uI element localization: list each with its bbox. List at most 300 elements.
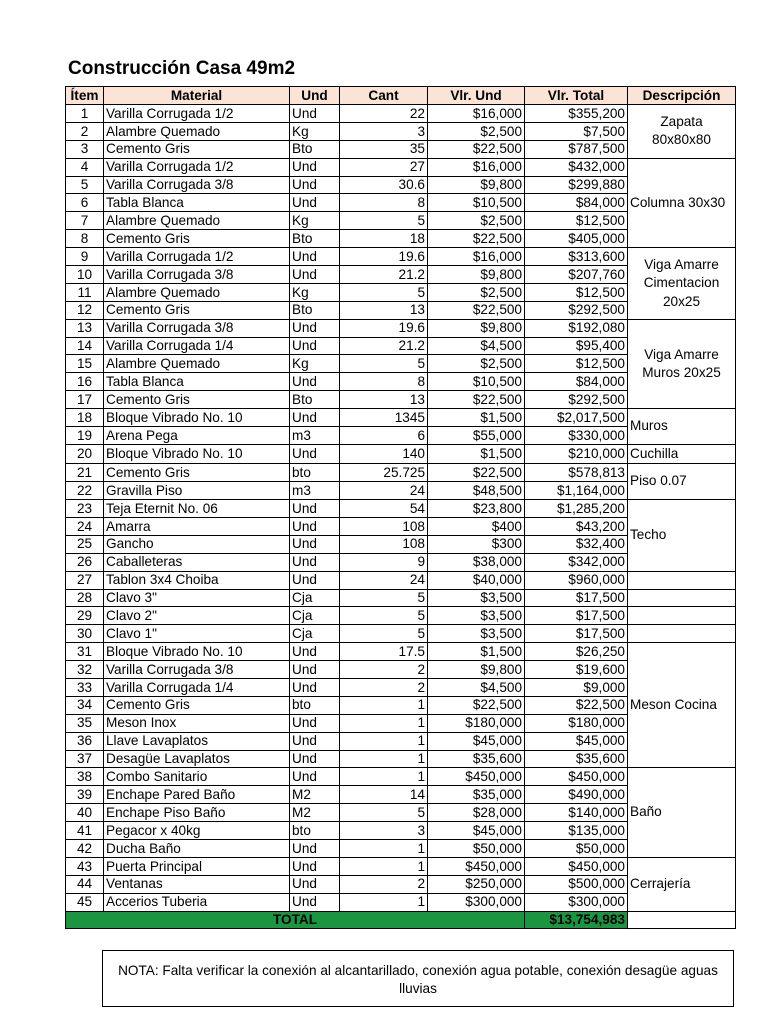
table-body bbox=[66, 105, 736, 912]
total-value-cell: $490,000 bbox=[525, 786, 628, 804]
total-value-cell: $299,880 bbox=[525, 176, 628, 194]
material-cell: Alambre Quemado bbox=[104, 212, 290, 230]
unit-cell: Und bbox=[290, 158, 340, 176]
header-row bbox=[66, 87, 736, 105]
table-row bbox=[66, 158, 736, 176]
material-cell: Alambre Quemado bbox=[104, 122, 290, 140]
item-cell: 25 bbox=[66, 535, 104, 553]
quantity-cell: 3 bbox=[340, 122, 428, 140]
item-cell: 1 bbox=[66, 105, 104, 123]
quantity-cell: 30.6 bbox=[340, 176, 428, 194]
total-value: $13,754,983 bbox=[525, 911, 628, 929]
unit-cell: Und bbox=[290, 444, 340, 463]
total-value-cell: $95,400 bbox=[525, 337, 628, 355]
material-cell: Amarra bbox=[104, 517, 290, 535]
material-cell: Cemento Gris bbox=[104, 391, 290, 409]
description-cell: Zapata 80x80x80 bbox=[628, 105, 736, 159]
description-cell: Techo bbox=[628, 500, 736, 572]
material-cell: Varilla Corrugada 1/4 bbox=[104, 337, 290, 355]
quantity-cell: 1 bbox=[340, 893, 428, 911]
description-cell bbox=[628, 571, 736, 589]
item-cell: 13 bbox=[66, 319, 104, 337]
unit-value-cell: $3,500 bbox=[428, 607, 525, 625]
unit-value-cell: $2,500 bbox=[428, 122, 525, 140]
unit-cell: Und bbox=[290, 500, 340, 518]
item-cell: 20 bbox=[66, 444, 104, 463]
unit-cell: Und bbox=[290, 571, 340, 589]
item-cell: 42 bbox=[66, 839, 104, 857]
unit-cell: Und bbox=[290, 517, 340, 535]
quantity-cell: 19.6 bbox=[340, 248, 428, 266]
table-row bbox=[66, 319, 736, 337]
header-item: Ítem bbox=[66, 87, 104, 105]
unit-value-cell: $38,000 bbox=[428, 553, 525, 571]
total-value-cell: $1,164,000 bbox=[525, 482, 628, 500]
item-cell: 36 bbox=[66, 732, 104, 750]
unit-cell: Bto bbox=[290, 301, 340, 319]
quantity-cell: 5 bbox=[340, 589, 428, 607]
material-cell: Varilla Corrugada 3/8 bbox=[104, 319, 290, 337]
total-value-cell: $26,250 bbox=[525, 643, 628, 661]
quantity-cell: 21.2 bbox=[340, 266, 428, 284]
unit-cell: Und bbox=[290, 768, 340, 786]
unit-value-cell: $16,000 bbox=[428, 158, 525, 176]
total-value-cell: $1,285,200 bbox=[525, 500, 628, 518]
total-value-cell: $300,000 bbox=[525, 893, 628, 911]
quantity-cell: 13 bbox=[340, 301, 428, 319]
material-cell: Ventanas bbox=[104, 875, 290, 893]
table-row bbox=[66, 105, 736, 123]
item-cell: 44 bbox=[66, 875, 104, 893]
material-cell: Ducha Baño bbox=[104, 839, 290, 857]
description-cell: Columna 30x30 bbox=[628, 158, 736, 247]
material-cell: Bloque Vibrado No. 10 bbox=[104, 409, 290, 427]
unit-cell: Kg bbox=[290, 122, 340, 140]
unit-value-cell: $300,000 bbox=[428, 893, 525, 911]
quantity-cell: 1 bbox=[340, 714, 428, 732]
unit-cell: M2 bbox=[290, 804, 340, 822]
total-value-cell: $960,000 bbox=[525, 571, 628, 589]
unit-value-cell: $450,000 bbox=[428, 857, 525, 875]
header-material: Material bbox=[104, 87, 290, 105]
unit-value-cell: $16,000 bbox=[428, 248, 525, 266]
item-cell: 5 bbox=[66, 176, 104, 194]
item-cell: 21 bbox=[66, 464, 104, 482]
unit-value-cell: $10,500 bbox=[428, 373, 525, 391]
unit-cell: Und bbox=[290, 732, 340, 750]
unit-cell: Und bbox=[290, 373, 340, 391]
material-cell: Alambre Quemado bbox=[104, 355, 290, 373]
item-cell: 19 bbox=[66, 427, 104, 445]
table-row bbox=[66, 500, 736, 518]
quantity-cell: 2 bbox=[340, 661, 428, 679]
material-cell: Varilla Corrugada 3/8 bbox=[104, 661, 290, 679]
unit-cell: Und bbox=[290, 176, 340, 194]
material-cell: Llave Lavaplatos bbox=[104, 732, 290, 750]
quantity-cell: 5 bbox=[340, 283, 428, 301]
total-value-cell: $787,500 bbox=[525, 140, 628, 158]
total-value-cell: $32,400 bbox=[525, 535, 628, 553]
unit-value-cell: $450,000 bbox=[428, 768, 525, 786]
quantity-cell: 19.6 bbox=[340, 319, 428, 337]
page-title: Construcción Casa 49m2 bbox=[68, 58, 296, 79]
table-row bbox=[66, 607, 736, 625]
item-cell: 3 bbox=[66, 140, 104, 158]
material-cell: Alambre Quemado bbox=[104, 283, 290, 301]
materials-table bbox=[65, 86, 736, 929]
unit-value-cell: $22,500 bbox=[428, 230, 525, 248]
unit-value-cell: $22,500 bbox=[428, 464, 525, 482]
item-cell: 29 bbox=[66, 607, 104, 625]
unit-value-cell: $2,500 bbox=[428, 283, 525, 301]
description-cell: Muros bbox=[628, 409, 736, 445]
quantity-cell: 24 bbox=[340, 571, 428, 589]
item-cell: 17 bbox=[66, 391, 104, 409]
quantity-cell: 22 bbox=[340, 105, 428, 123]
total-value-cell: $292,500 bbox=[525, 391, 628, 409]
unit-value-cell: $180,000 bbox=[428, 714, 525, 732]
unit-cell: Und bbox=[290, 643, 340, 661]
item-cell: 14 bbox=[66, 337, 104, 355]
total-value-cell: $135,000 bbox=[525, 822, 628, 840]
total-value-cell: $12,500 bbox=[525, 355, 628, 373]
material-cell: Clavo 2" bbox=[104, 607, 290, 625]
quantity-cell: 8 bbox=[340, 194, 428, 212]
total-value-cell: $43,200 bbox=[525, 517, 628, 535]
unit-cell: bto bbox=[290, 464, 340, 482]
quantity-cell: 17.5 bbox=[340, 643, 428, 661]
material-cell: Varilla Corrugada 3/8 bbox=[104, 176, 290, 194]
quantity-cell: 140 bbox=[340, 444, 428, 463]
material-cell: Arena Pega bbox=[104, 427, 290, 445]
material-cell: Enchape Piso Baño bbox=[104, 804, 290, 822]
quantity-cell: 1345 bbox=[340, 409, 428, 427]
material-cell: Gancho bbox=[104, 535, 290, 553]
material-cell: Cemento Gris bbox=[104, 301, 290, 319]
unit-value-cell: $9,800 bbox=[428, 266, 525, 284]
description-cell: Viga Amarre Cimentacion 20x25 bbox=[628, 248, 736, 320]
unit-value-cell: $4,500 bbox=[428, 337, 525, 355]
item-cell: 11 bbox=[66, 283, 104, 301]
material-cell: Combo Sanitario bbox=[104, 768, 290, 786]
quantity-cell: 35 bbox=[340, 140, 428, 158]
unit-cell: Kg bbox=[290, 355, 340, 373]
unit-cell: Und bbox=[290, 248, 340, 266]
table-row bbox=[66, 571, 736, 589]
quantity-cell: 27 bbox=[340, 158, 428, 176]
unit-cell: m3 bbox=[290, 482, 340, 500]
total-value-cell: $192,080 bbox=[525, 319, 628, 337]
total-label: TOTAL bbox=[66, 911, 525, 929]
description-cell: Piso 0.07 bbox=[628, 464, 736, 500]
unit-cell: Und bbox=[290, 535, 340, 553]
item-cell: 31 bbox=[66, 643, 104, 661]
item-cell: 10 bbox=[66, 266, 104, 284]
description-cell bbox=[628, 589, 736, 607]
item-cell: 2 bbox=[66, 122, 104, 140]
material-cell: Teja Eternit No. 06 bbox=[104, 500, 290, 518]
unit-value-cell: $48,500 bbox=[428, 482, 525, 500]
material-cell: Cemento Gris bbox=[104, 140, 290, 158]
item-cell: 22 bbox=[66, 482, 104, 500]
unit-value-cell: $22,500 bbox=[428, 391, 525, 409]
quantity-cell: 3 bbox=[340, 822, 428, 840]
item-cell: 18 bbox=[66, 409, 104, 427]
header-descripcion: Descripción bbox=[628, 87, 736, 105]
quantity-cell: 24 bbox=[340, 482, 428, 500]
description-cell bbox=[628, 607, 736, 625]
total-value-cell: $578,813 bbox=[525, 464, 628, 482]
quantity-cell: 2 bbox=[340, 875, 428, 893]
item-cell: 43 bbox=[66, 857, 104, 875]
item-cell: 8 bbox=[66, 230, 104, 248]
quantity-cell: 5 bbox=[340, 355, 428, 373]
quantity-cell: 1 bbox=[340, 732, 428, 750]
description-cell: Cuchilla bbox=[628, 444, 736, 463]
material-cell: Bloque Vibrado No. 10 bbox=[104, 643, 290, 661]
unit-cell: M2 bbox=[290, 786, 340, 804]
unit-cell: bto bbox=[290, 696, 340, 714]
unit-value-cell: $1,500 bbox=[428, 643, 525, 661]
quantity-cell: 5 bbox=[340, 212, 428, 230]
total-value-cell: $17,500 bbox=[525, 607, 628, 625]
quantity-cell: 54 bbox=[340, 500, 428, 518]
table-row bbox=[66, 643, 736, 661]
total-value-cell: $330,000 bbox=[525, 427, 628, 445]
quantity-cell: 9 bbox=[340, 553, 428, 571]
total-value-cell: $50,000 bbox=[525, 839, 628, 857]
unit-value-cell: $23,800 bbox=[428, 500, 525, 518]
unit-cell: Und bbox=[290, 839, 340, 857]
unit-cell: Und bbox=[290, 553, 340, 571]
header-vlr-und: Vlr. Und bbox=[428, 87, 525, 105]
unit-cell: Kg bbox=[290, 283, 340, 301]
item-cell: 30 bbox=[66, 625, 104, 643]
total-value-cell: $2,017,500 bbox=[525, 409, 628, 427]
total-value-cell: $12,500 bbox=[525, 212, 628, 230]
description-cell bbox=[628, 625, 736, 643]
material-cell: Tabla Blanca bbox=[104, 194, 290, 212]
material-cell: Clavo 3" bbox=[104, 589, 290, 607]
material-cell: Varilla Corrugada 1/2 bbox=[104, 105, 290, 123]
unit-cell: Und bbox=[290, 678, 340, 696]
total-value-cell: $432,000 bbox=[525, 158, 628, 176]
unit-value-cell: $1,500 bbox=[428, 444, 525, 463]
unit-value-cell: $10,500 bbox=[428, 194, 525, 212]
unit-cell: Und bbox=[290, 105, 340, 123]
table-row bbox=[66, 409, 736, 427]
item-cell: 27 bbox=[66, 571, 104, 589]
total-value-cell: $140,000 bbox=[525, 804, 628, 822]
total-value-cell: $450,000 bbox=[525, 768, 628, 786]
total-value-cell: $342,000 bbox=[525, 553, 628, 571]
item-cell: 16 bbox=[66, 373, 104, 391]
table-row bbox=[66, 589, 736, 607]
total-value-cell: $292,500 bbox=[525, 301, 628, 319]
material-cell: Caballeteras bbox=[104, 553, 290, 571]
unit-value-cell: $45,000 bbox=[428, 732, 525, 750]
unit-cell: Und bbox=[290, 337, 340, 355]
unit-cell: Und bbox=[290, 661, 340, 679]
quantity-cell: 1 bbox=[340, 768, 428, 786]
description-cell: Viga Amarre Muros 20x25 bbox=[628, 319, 736, 408]
item-cell: 39 bbox=[66, 786, 104, 804]
unit-cell: Kg bbox=[290, 212, 340, 230]
table-row bbox=[66, 768, 736, 786]
unit-cell: Und bbox=[290, 750, 340, 768]
unit-value-cell: $50,000 bbox=[428, 839, 525, 857]
material-cell: Gravilla Piso bbox=[104, 482, 290, 500]
total-value-cell: $19,600 bbox=[525, 661, 628, 679]
quantity-cell: 8 bbox=[340, 373, 428, 391]
unit-value-cell: $250,000 bbox=[428, 875, 525, 893]
material-cell: Bloque Vibrado No. 10 bbox=[104, 444, 290, 463]
total-value-cell: $84,000 bbox=[525, 373, 628, 391]
unit-value-cell: $9,800 bbox=[428, 319, 525, 337]
item-cell: 6 bbox=[66, 194, 104, 212]
quantity-cell: 1 bbox=[340, 750, 428, 768]
table-row bbox=[66, 444, 736, 463]
unit-cell: Cja bbox=[290, 589, 340, 607]
total-value-cell: $17,500 bbox=[525, 589, 628, 607]
material-cell: Tablon 3x4 Choiba bbox=[104, 571, 290, 589]
header-cant: Cant bbox=[340, 87, 428, 105]
material-cell: Pegacor x 40kg bbox=[104, 822, 290, 840]
unit-cell: Und bbox=[290, 714, 340, 732]
unit-value-cell: $55,000 bbox=[428, 427, 525, 445]
unit-cell: bto bbox=[290, 822, 340, 840]
unit-cell: Cja bbox=[290, 607, 340, 625]
unit-value-cell: $9,800 bbox=[428, 176, 525, 194]
item-cell: 45 bbox=[66, 893, 104, 911]
item-cell: 9 bbox=[66, 248, 104, 266]
quantity-cell: 2 bbox=[340, 678, 428, 696]
unit-value-cell: $9,800 bbox=[428, 661, 525, 679]
unit-cell: Cja bbox=[290, 625, 340, 643]
total-value-cell: $210,000 bbox=[525, 444, 628, 463]
quantity-cell: 5 bbox=[340, 625, 428, 643]
unit-cell: Bto bbox=[290, 230, 340, 248]
total-value-cell: $22,500 bbox=[525, 696, 628, 714]
table-row bbox=[66, 625, 736, 643]
unit-value-cell: $28,000 bbox=[428, 804, 525, 822]
unit-value-cell: $22,500 bbox=[428, 696, 525, 714]
total-value-cell: $9,000 bbox=[525, 678, 628, 696]
description-cell: Meson Cocina bbox=[628, 643, 736, 768]
total-value-cell: $17,500 bbox=[525, 625, 628, 643]
total-value-cell: $12,500 bbox=[525, 283, 628, 301]
quantity-cell: 5 bbox=[340, 607, 428, 625]
unit-value-cell: $300 bbox=[428, 535, 525, 553]
quantity-cell: 18 bbox=[340, 230, 428, 248]
material-cell: Varilla Corrugada 1/4 bbox=[104, 678, 290, 696]
description-cell: Cerrajería bbox=[628, 857, 736, 911]
item-cell: 32 bbox=[66, 661, 104, 679]
note-box: NOTA: Falta verificar la conexión al alcantarillado, conexión agua potable, conexión desagüe aguas lluvias bbox=[102, 950, 734, 1007]
unit-value-cell: $3,500 bbox=[428, 589, 525, 607]
material-cell: Varilla Corrugada 1/2 bbox=[104, 158, 290, 176]
header-und: Und bbox=[290, 87, 340, 105]
quantity-cell: 5 bbox=[340, 804, 428, 822]
unit-value-cell: $3,500 bbox=[428, 625, 525, 643]
total-value-cell: $45,000 bbox=[525, 732, 628, 750]
total-value-cell: $500,000 bbox=[525, 875, 628, 893]
total-value-cell: $313,600 bbox=[525, 248, 628, 266]
unit-value-cell: $1,500 bbox=[428, 409, 525, 427]
unit-value-cell: $16,000 bbox=[428, 105, 525, 123]
unit-value-cell: $40,000 bbox=[428, 571, 525, 589]
item-cell: 41 bbox=[66, 822, 104, 840]
unit-value-cell: $45,000 bbox=[428, 822, 525, 840]
total-description-cell bbox=[628, 911, 736, 929]
total-value-cell: $7,500 bbox=[525, 122, 628, 140]
unit-cell: m3 bbox=[290, 427, 340, 445]
item-cell: 40 bbox=[66, 804, 104, 822]
material-cell: Desagüe Lavaplatos bbox=[104, 750, 290, 768]
material-cell: Enchape Pared Baño bbox=[104, 786, 290, 804]
material-cell: Varilla Corrugada 3/8 bbox=[104, 266, 290, 284]
quantity-cell: 108 bbox=[340, 535, 428, 553]
material-cell: Clavo 1" bbox=[104, 625, 290, 643]
total-value-cell: $405,000 bbox=[525, 230, 628, 248]
unit-cell: Und bbox=[290, 875, 340, 893]
item-cell: 23 bbox=[66, 500, 104, 518]
table-row bbox=[66, 857, 736, 875]
unit-value-cell: $2,500 bbox=[428, 212, 525, 230]
header-vlr-total: Vlr. Total bbox=[525, 87, 628, 105]
unit-value-cell: $400 bbox=[428, 517, 525, 535]
total-row bbox=[66, 911, 736, 929]
item-cell: 34 bbox=[66, 696, 104, 714]
item-cell: 37 bbox=[66, 750, 104, 768]
unit-cell: Und bbox=[290, 893, 340, 911]
material-cell: Cemento Gris bbox=[104, 230, 290, 248]
unit-cell: Und bbox=[290, 266, 340, 284]
quantity-cell: 25.725 bbox=[340, 464, 428, 482]
unit-value-cell: $22,500 bbox=[428, 140, 525, 158]
table-row bbox=[66, 464, 736, 482]
item-cell: 15 bbox=[66, 355, 104, 373]
item-cell: 24 bbox=[66, 517, 104, 535]
item-cell: 12 bbox=[66, 301, 104, 319]
item-cell: 35 bbox=[66, 714, 104, 732]
unit-value-cell: $35,000 bbox=[428, 786, 525, 804]
item-cell: 33 bbox=[66, 678, 104, 696]
item-cell: 26 bbox=[66, 553, 104, 571]
quantity-cell: 1 bbox=[340, 839, 428, 857]
unit-value-cell: $2,500 bbox=[428, 355, 525, 373]
description-cell: Baño bbox=[628, 768, 736, 857]
item-cell: 38 bbox=[66, 768, 104, 786]
unit-value-cell: $4,500 bbox=[428, 678, 525, 696]
unit-cell: Und bbox=[290, 194, 340, 212]
total-value-cell: $84,000 bbox=[525, 194, 628, 212]
unit-cell: Und bbox=[290, 319, 340, 337]
material-cell: Varilla Corrugada 1/2 bbox=[104, 248, 290, 266]
table-row bbox=[66, 248, 736, 266]
unit-value-cell: $22,500 bbox=[428, 301, 525, 319]
total-value-cell: $207,760 bbox=[525, 266, 628, 284]
item-cell: 7 bbox=[66, 212, 104, 230]
item-cell: 4 bbox=[66, 158, 104, 176]
unit-cell: Bto bbox=[290, 391, 340, 409]
quantity-cell: 21.2 bbox=[340, 337, 428, 355]
material-cell: Puerta Principal bbox=[104, 857, 290, 875]
unit-cell: Und bbox=[290, 409, 340, 427]
total-value-cell: $355,200 bbox=[525, 105, 628, 123]
material-cell: Cemento Gris bbox=[104, 464, 290, 482]
quantity-cell: 108 bbox=[340, 517, 428, 535]
